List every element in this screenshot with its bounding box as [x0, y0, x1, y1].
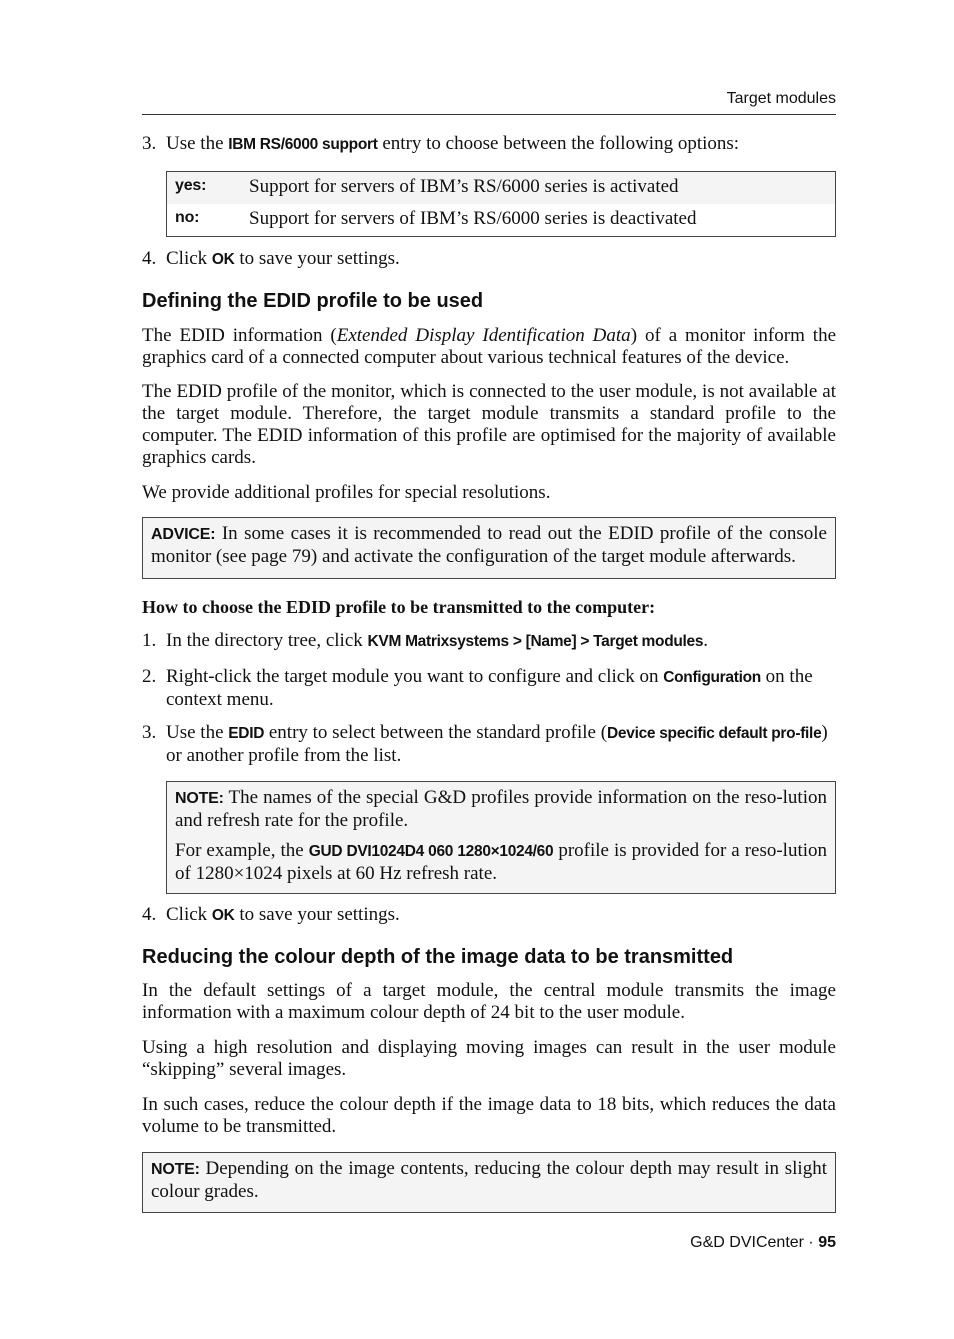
step-number: 1.	[142, 630, 157, 651]
option-key: no:	[175, 209, 200, 226]
note-label: NOTE:	[151, 1161, 200, 1178]
step-ibm-support: Use the IBM RS/6000 support entry to choose between the following options:	[166, 133, 740, 154]
keyword: OK	[211, 251, 235, 268]
paragraph: We provide additional profiles for special resolutions.	[142, 482, 551, 503]
section-heading-edid: Defining the EDID profile to be used	[142, 290, 484, 312]
paragraph: The EDID information (Extended Display Identification Data) of a monitor inform the graphics card of a connected computer about various technical features of the device.	[142, 325, 837, 368]
keyword: OK	[211, 907, 235, 924]
step-right-click: Right-click the target module you want to configure and click on Configuration on the context menu.	[166, 666, 813, 710]
options-table	[166, 171, 836, 237]
step-save: Click OK to save your settings.	[166, 248, 400, 269]
advice-box: ADVICE: In some cases it is recommended to read out the EDID profile of the console monitor (see page 79) and activate the configuration of the target module afterwards.	[142, 517, 836, 579]
howto-heading: How to choose the EDID profile to be transmitted to the computer:	[142, 597, 656, 617]
option-row	[167, 204, 835, 236]
step-number: 4.	[142, 904, 157, 925]
option-text: Support for servers of IBM’s RS/6000 series is deactivated	[249, 208, 697, 229]
footer-product: G&D DVICenter ·	[690, 1234, 819, 1251]
paragraph: The EDID profile of the monitor, which is connected to the user module, is not available at the target module. Therefore, the target module transmits a standard profile to the computer. The EDID information of this profile are optimised for the majority of available graphics cards.	[142, 381, 836, 468]
running-header	[142, 88, 836, 115]
note-label: NOTE:	[175, 790, 224, 807]
note-box: NOTE: Depending on the image contents, reducing the colour depth may result in slight colour grades.	[142, 1152, 836, 1213]
header-section-title: Target modules	[726, 90, 836, 107]
step-number: 2.	[142, 666, 157, 687]
step-save: Click OK to save your settings.	[166, 904, 400, 925]
paragraph: In the default settings of a target module, the central module transmits the image information with a maximum colour depth of 24 bit to the user module.	[142, 980, 836, 1023]
note-box	[166, 781, 836, 894]
advice-label: ADVICE:	[151, 526, 216, 543]
keyword: EDID	[228, 725, 265, 742]
note-paragraph: For example, the GUD DVI1024D4 060 1280×1024/60 profile is provided for a reso-lution of 1280×1024 pixels at 60 Hz refresh rate.	[175, 840, 828, 884]
step-edid-entry: Use the EDID entry to select between the standard profile (Device specific default pro-file) or another profile from the list.	[166, 722, 828, 766]
step-number: 3.	[142, 133, 157, 154]
step-number: 4.	[142, 248, 157, 269]
keyword: IBM RS/6000 support	[228, 136, 378, 153]
option-text: Support for servers of IBM’s RS/6000 series is activated	[249, 176, 679, 197]
page-footer	[690, 1234, 836, 1252]
keyword: Device specific default pro-file	[607, 725, 822, 742]
paragraph: Using a high resolution and displaying moving images can result in the user module “skipping” several images.	[142, 1037, 836, 1080]
section-heading-colour-depth: Reducing the colour depth of the image data to be transmitted	[142, 946, 734, 968]
keyword: GUD DVI1024D4 060 1280×1024/60	[308, 843, 554, 860]
paragraph: In such cases, reduce the colour depth if the image data to 18 bits, which reduces the data volume to be transmitted.	[142, 1094, 836, 1137]
keyword: KVM Matrixsystems > [Name] > Target modules	[367, 633, 704, 650]
step-number: 3.	[142, 722, 157, 743]
option-key: yes:	[175, 177, 207, 194]
step-directory-tree: In the directory tree, click KVM Matrixsystems > [Name] > Target modules.	[166, 630, 708, 651]
note-paragraph: NOTE: The names of the special G&D profiles provide information on the reso-lution and refresh rate for the profile.	[175, 787, 827, 831]
option-row	[167, 172, 835, 204]
keyword: Configuration	[663, 669, 761, 686]
page-number: 95	[818, 1234, 836, 1251]
